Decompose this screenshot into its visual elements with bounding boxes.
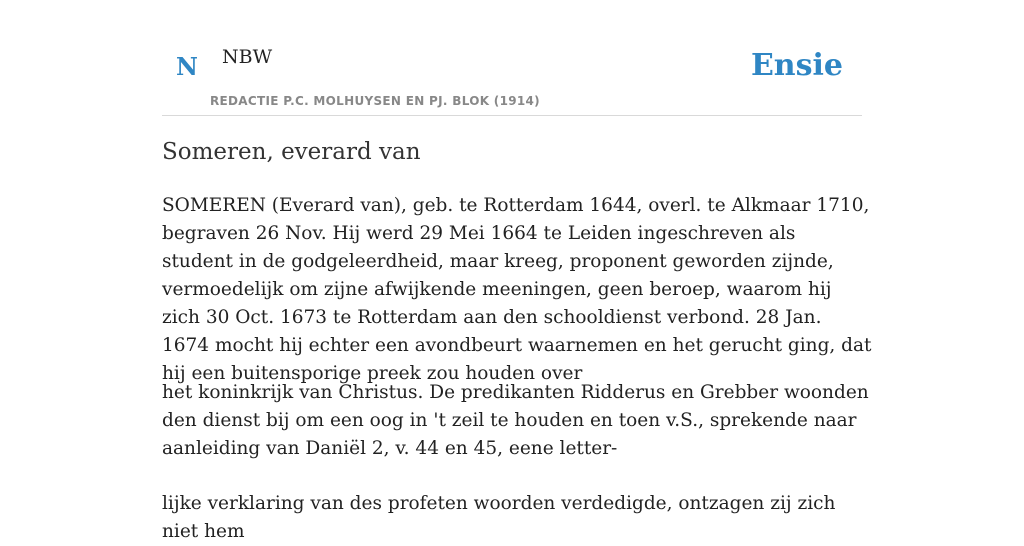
article-paragraph: lijke verklaring van des profeten woorden verdedigde, ontzagen zij zich niet hem: [162, 493, 836, 542]
source-logo[interactable]: N: [176, 52, 198, 81]
article-paragraph: het koninkrijk van Christus. De predikanten Ridderus en Grebber woonden den dienst bij om een oog in 't zeil te houden en toen v.S., sprekende naar aanleiding van Daniël 2, v. 44 en 45, eene letter-: [162, 382, 869, 459]
source-name-link[interactable]: NBW: [222, 46, 273, 68]
article-page: [162, 0, 872, 542]
brand-logo[interactable]: Ensie: [750, 48, 843, 83]
article-title: Someren, everard van: [162, 139, 421, 165]
article-paragraph: SOMEREN (Everard van), geb. te Rotterdam 1644, overl. te Alkmaar 1710, begraven 26 Nov. Hij werd 29 Mei 1664 te Leiden ingeschreven als student in de godgeleerdheid, maar kreeg, proponent geworden zijnde, vermoedelijk om zijne afwijkende meeningen, geen beroep, waarom hij zich 30 Oct. 1673 te Rotterdam aan den schooldienst verbond. 28 Jan. 1674 mocht hij echter een avondbeurt waarnemen en het gerucht ging, dat hij een buitensporige preek zou houden over: [162, 195, 872, 384]
source-subtitle: REDACTIE P.C. MOLHUYSEN EN PJ. BLOK (1914): [210, 94, 540, 108]
source-header: [162, 0, 862, 116]
